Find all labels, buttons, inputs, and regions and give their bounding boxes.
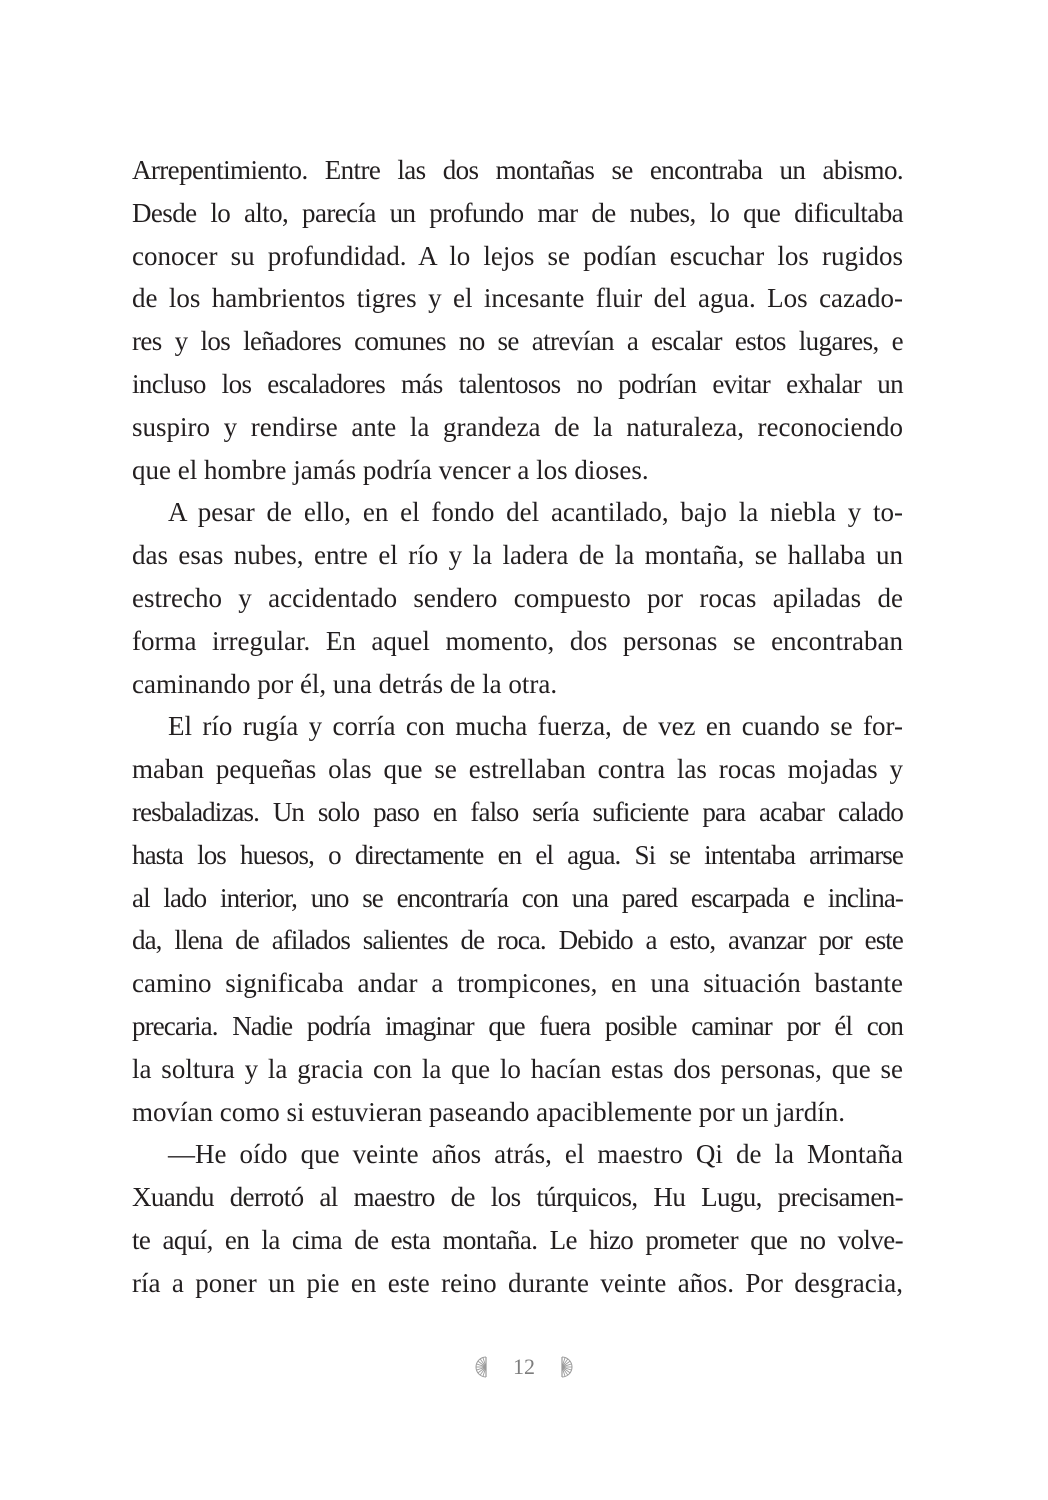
text-line: forma irregular. En aquel momento, dos personas se encontraban — [132, 625, 903, 656]
text-line: da, llena de afilados salientes de roca. Debido a esto, avanzar por este — [132, 925, 903, 956]
paragraph-1 — [132, 149, 903, 491]
text-line: al lado interior, uno se encontraría con una pared escarpada e inclina- — [132, 882, 903, 913]
text-line: te aquí, en la cima de esta montaña. Le hizo prometer que no volve- — [132, 1224, 903, 1255]
text-line: conocer su profundidad. A lo lejos se podían escuchar los rugidos — [132, 240, 903, 271]
text-line: camino significaba andar a trompicones, en una situación bastante — [132, 968, 903, 999]
text-line: A pesar de ello, en el fondo del acantilado, bajo la niebla y to- — [168, 497, 903, 528]
text-line: Xuandu derrotó al maestro de los túrquicos, Hu Lugu, precisamen- — [132, 1182, 903, 1213]
text-line: de los hambrientos tigres y el incesante fluir del agua. Los cazado- — [132, 283, 903, 314]
text-line: suspiro y rendirse ante la grandeza de la naturaleza, reconociendo — [132, 411, 903, 442]
text-line: ría a poner un pie en este reino durante veinte años. Por desgracia, — [132, 1267, 903, 1298]
paragraph-3 — [132, 705, 903, 1133]
text-line: precaria. Nadie podría imaginar que fuera posible caminar por él con — [132, 1010, 903, 1041]
text-line: Arrepentimiento. Entre las dos montañas se encontraba un abismo. — [132, 155, 903, 185]
text-line: maban pequeñas olas que se estrellaban contra las rocas mojadas y — [132, 754, 903, 785]
text-line: resbaladizas. Un solo paso en falso sería suficiente para acabar calado — [132, 796, 903, 827]
paragraph-2 — [132, 491, 903, 705]
text-line: —He oído que veinte años atrás, el maestro Qi de la Montaña — [168, 1139, 903, 1170]
text-line: hasta los huesos, o directamente en el agua. Si se intentaba arrimarse — [132, 839, 903, 870]
text-line: que el hombre jamás podría vencer a los dioses. — [132, 454, 649, 485]
paragraph-4 — [132, 1133, 903, 1304]
page-footer — [0, 1354, 1048, 1380]
half-sunburst-left-icon — [475, 1356, 487, 1378]
half-sunburst-right-icon — [561, 1356, 573, 1378]
body-text — [132, 149, 903, 1305]
text-line: movían como si estuvieran paseando apaciblemente por un jardín. — [132, 1096, 846, 1127]
text-line: El río rugía y corría con mucha fuerza, de vez en cuando se for- — [168, 711, 903, 742]
text-line: la soltura y la gracia con la que lo hacían estas dos personas, que se — [132, 1053, 903, 1084]
page-number: 12 — [513, 1354, 535, 1379]
text-line: res y los leñadores comunes no se atrevían a escalar estos lugares, e — [132, 326, 903, 357]
text-line: das esas nubes, entre el río y la ladera de la montaña, se hallaba un — [132, 540, 903, 571]
text-line: incluso los escaladores más talentosos no podrían evitar exhalar un — [132, 368, 903, 399]
text-line: caminando por él, una detrás de la otra. — [132, 668, 558, 699]
text-line: Desde lo alto, parecía un profundo mar de nubes, lo que dificultaba — [132, 197, 903, 228]
text-line: estrecho y accidentado sendero compuesto por rocas apiladas de — [132, 582, 903, 613]
